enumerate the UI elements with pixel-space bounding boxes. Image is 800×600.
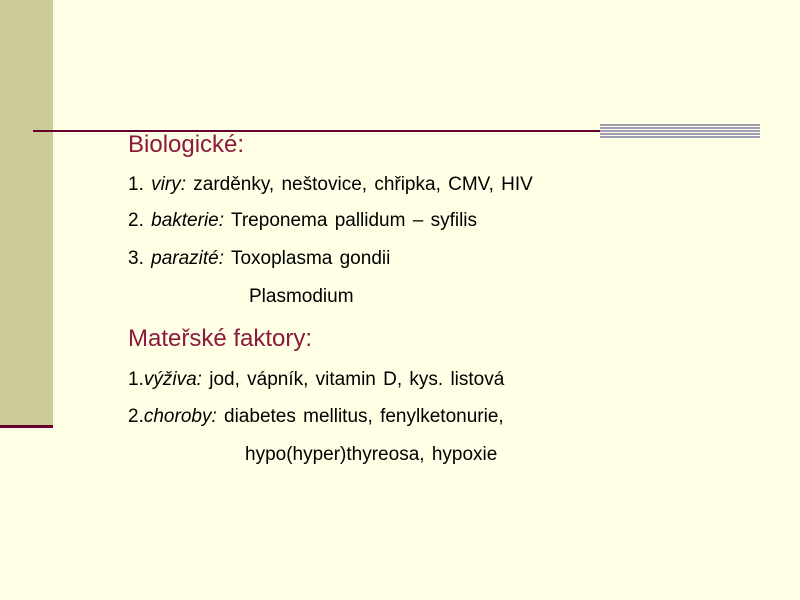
heading-biologicke: Biologické: (128, 131, 245, 158)
item-number: 2. (128, 210, 144, 231)
mat-continuation: hypo(hyper)thyreosa, hypoxie (245, 444, 498, 465)
mat-item-2 (128, 406, 504, 428)
item-term: parazité: (151, 248, 225, 269)
striped-decoration (600, 124, 760, 139)
item-term: výživa: (143, 369, 202, 390)
bio-item-1 (128, 174, 533, 196)
item-term: choroby: (143, 406, 217, 427)
bio-item-3 (128, 248, 390, 270)
mat-item-1 (128, 369, 504, 391)
item-number: 1. (128, 369, 144, 390)
item-text: jod, vápník, vitamin D, kys. listová (209, 369, 505, 390)
item-number: 2. (128, 406, 144, 427)
item-text: diabetes mellitus, fenylketonurie, (224, 406, 504, 427)
item-text: Toxoplasma gondii (230, 248, 391, 269)
item-text: Treponema pallidum – syfilis (230, 210, 478, 231)
item-number: 3. (128, 248, 144, 269)
item-term: bakterie: (151, 210, 225, 231)
title-rule (33, 130, 600, 132)
left-decorative-bar (0, 0, 53, 425)
bio-continuation: Plasmodium (249, 286, 354, 307)
item-term: viry: (151, 174, 186, 195)
heading-materske-faktory: Mateřské faktory: (128, 325, 313, 352)
item-number: 1. (128, 174, 144, 195)
item-text: zarděnky, neštovice, chřipka, CMV, HIV (193, 174, 533, 195)
bio-item-2 (128, 210, 477, 232)
left-bar-underline (0, 425, 53, 428)
